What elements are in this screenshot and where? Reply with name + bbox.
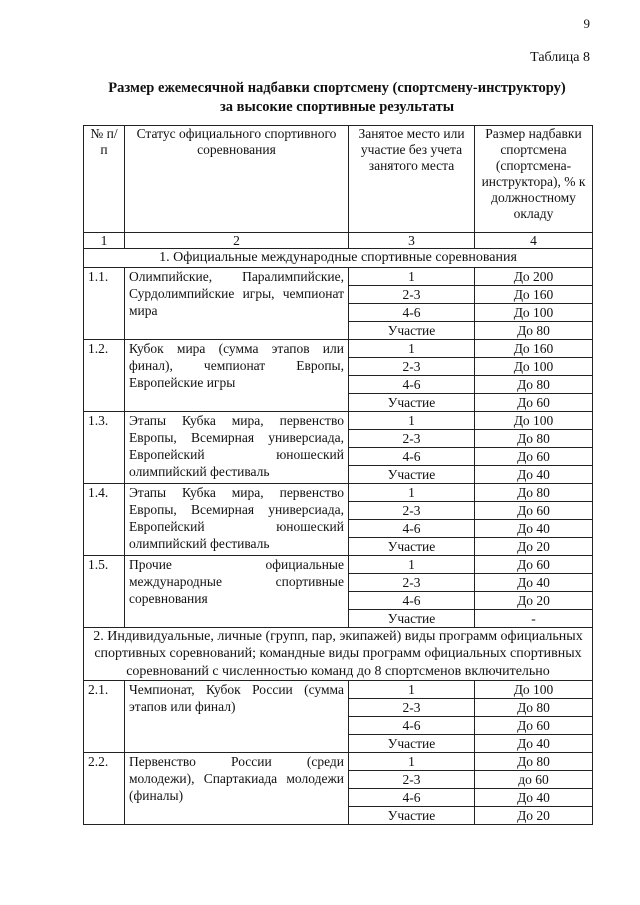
table-row (84, 267, 593, 285)
section-row (84, 627, 593, 681)
place-cell: 1 (349, 555, 475, 573)
bonus-cell: До 60 (475, 555, 593, 573)
bonus-cell: До 80 (475, 753, 593, 771)
place-cell: 2-3 (349, 699, 475, 717)
bonus-cell: До 160 (475, 285, 593, 303)
section-title: 1. Официальные международные спортивные соревнования (84, 249, 593, 268)
bonus-cell: До 40 (475, 735, 593, 753)
bonus-cell: До 80 (475, 321, 593, 339)
table-body (84, 249, 593, 825)
bonus-cell: До 40 (475, 789, 593, 807)
place-cell: 4-6 (349, 591, 475, 609)
place-cell: 4-6 (349, 789, 475, 807)
header-status: Статус официального спортивного соревнования (125, 126, 349, 233)
column-number: 4 (475, 233, 593, 249)
column-number: 1 (84, 233, 125, 249)
table-row (84, 483, 593, 501)
bonus-cell: До 200 (475, 267, 593, 285)
bonus-cell: До 20 (475, 807, 593, 825)
item-number: 1.3. (84, 411, 125, 483)
bonus-cell: До 40 (475, 573, 593, 591)
place-cell: 4-6 (349, 717, 475, 735)
item-number: 1.1. (84, 267, 125, 339)
header-bonus: Размер надбавки спортсмена (спортсмена-инструктора), % к должностному окладу (475, 126, 593, 233)
table-row (84, 411, 593, 429)
bonus-cell: До 100 (475, 411, 593, 429)
place-cell: 2-3 (349, 771, 475, 789)
section-row (84, 249, 593, 268)
competition-status: Первенство России (среди молодежи), Спартакиада молодежи (финалы) (125, 753, 349, 825)
bonus-cell: до 60 (475, 771, 593, 789)
competition-status: Кубок мира (сумма этапов или финал), чемпионат Европы, Европейские игры (125, 339, 349, 411)
place-cell: 1 (349, 267, 475, 285)
bonus-cell: До 80 (475, 429, 593, 447)
header-number: № п/п (84, 126, 125, 233)
competition-status: Прочие официальные международные спортивные соревнования (125, 555, 349, 627)
item-number: 2.2. (84, 753, 125, 825)
item-number: 1.5. (84, 555, 125, 627)
table-row (84, 753, 593, 771)
place-cell: 4-6 (349, 519, 475, 537)
bonus-cell: До 60 (475, 447, 593, 465)
bonus-cell: До 20 (475, 537, 593, 555)
table-title-line-1: Размер ежемесячной надбавки спортсмену (спортсмену-инструктору) (108, 80, 566, 96)
table-label: Таблица 8 (530, 50, 590, 65)
bonus-cell: До 20 (475, 591, 593, 609)
place-cell: 2-3 (349, 357, 475, 375)
place-cell: 1 (349, 753, 475, 771)
item-number: 1.4. (84, 483, 125, 555)
place-cell: 2-3 (349, 429, 475, 447)
table-title-line-2: за высокие спортивные результаты (219, 99, 455, 115)
place-cell: Участие (349, 393, 475, 411)
bonus-cell: До 40 (475, 465, 593, 483)
bonus-cell: До 80 (475, 483, 593, 501)
table-row (84, 555, 593, 573)
place-cell: 1 (349, 411, 475, 429)
page-number: 9 (583, 16, 590, 31)
section-title: 2. Индивидуальные, личные (групп, пар, экипажей) виды программ официальных спортивных соревнований; командные виды программ официальных спортивных соревнований с численностью команд до 8 спортсменов включительно (84, 627, 593, 681)
competition-status: Этапы Кубка мира, первенство Европы, Всемирная универсиада, Европейский юношеский олимпийский фестиваль (125, 411, 349, 483)
bonus-cell: До 60 (475, 393, 593, 411)
column-number: 2 (125, 233, 349, 249)
place-cell: 1 (349, 339, 475, 357)
competition-status: Олимпийские, Паралимпийские, Сурдолимпийские игры, чемпионат мира (125, 267, 349, 339)
place-cell: Участие (349, 735, 475, 753)
place-cell: 1 (349, 483, 475, 501)
place-cell: Участие (349, 807, 475, 825)
competition-status: Этапы Кубка мира, первенство Европы, Всемирная универсиада, Европейский юношеский олимпийский фестиваль (125, 483, 349, 555)
column-number-row (84, 233, 593, 249)
place-cell: 2-3 (349, 285, 475, 303)
item-number: 2.1. (84, 681, 125, 753)
place-cell: Участие (349, 609, 475, 627)
place-cell: 4-6 (349, 303, 475, 321)
bonus-cell: До 160 (475, 339, 593, 357)
table-row (84, 681, 593, 699)
bonus-cell: До 100 (475, 303, 593, 321)
place-cell: 4-6 (349, 375, 475, 393)
bonus-cell: До 40 (475, 519, 593, 537)
table-row (84, 339, 593, 357)
header-row (84, 126, 593, 233)
place-cell: Участие (349, 465, 475, 483)
place-cell: Участие (349, 537, 475, 555)
bonus-cell: До 80 (475, 375, 593, 393)
column-number: 3 (349, 233, 475, 249)
place-cell: 2-3 (349, 573, 475, 591)
place-cell: 2-3 (349, 501, 475, 519)
bonus-cell: До 100 (475, 681, 593, 699)
bonus-cell: До 60 (475, 501, 593, 519)
header-place: Занятое место или участие без учета занятого места (349, 126, 475, 233)
bonus-cell: До 100 (475, 357, 593, 375)
item-number: 1.2. (84, 339, 125, 411)
bonus-cell: До 80 (475, 699, 593, 717)
place-cell: 4-6 (349, 447, 475, 465)
place-cell: 1 (349, 681, 475, 699)
competition-status: Чемпионат, Кубок России (сумма этапов или финал) (125, 681, 349, 753)
bonus-cell: - (475, 609, 593, 627)
table-title (82, 79, 592, 117)
bonus-cell: До 60 (475, 717, 593, 735)
bonus-table (83, 125, 593, 825)
place-cell: Участие (349, 321, 475, 339)
